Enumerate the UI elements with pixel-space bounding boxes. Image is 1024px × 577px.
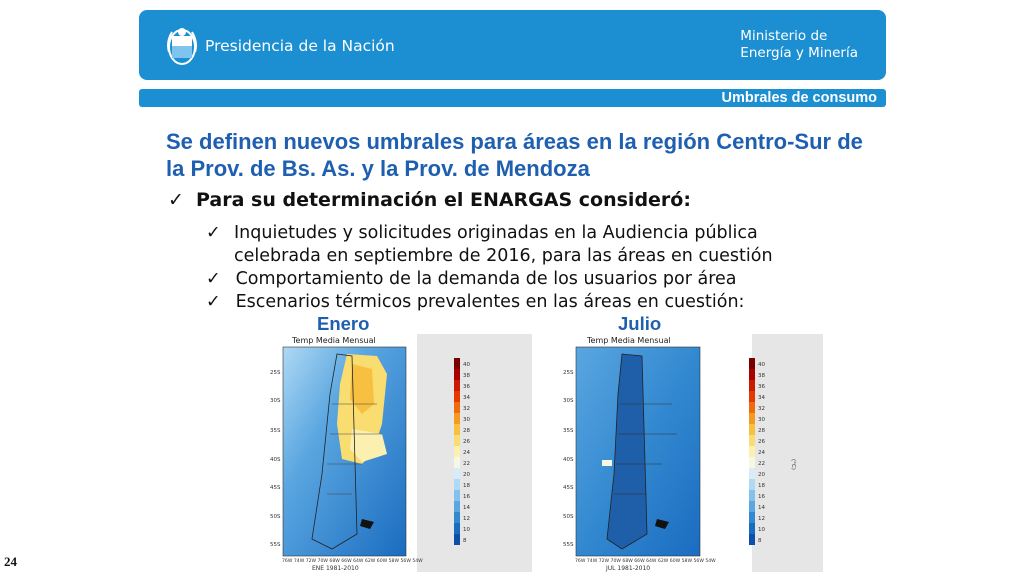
subbullet-2-text: Comportamiento de la demanda de los usuarios por área <box>235 269 737 289</box>
scale-label: 12 <box>758 516 765 522</box>
lat-tick: 40S <box>270 457 281 463</box>
checkmark-icon: ✓ <box>206 292 221 312</box>
color-scale-enero <box>454 358 470 545</box>
scale-label: 40 <box>758 362 765 368</box>
temperature-maps-figure <box>202 334 823 572</box>
scale-label: 32 <box>463 406 470 412</box>
scale-label: 30 <box>758 417 765 423</box>
scale-label: 18 <box>758 483 765 489</box>
maps-svg <box>202 334 823 572</box>
scale-swatch <box>749 435 755 446</box>
scale-label: 32 <box>758 406 765 412</box>
lat-tick: 30S <box>563 398 574 404</box>
scale-label: 30 <box>463 417 470 423</box>
lat-tick: 50S <box>270 514 281 520</box>
scale-swatch <box>454 534 460 545</box>
scale-swatch <box>454 435 460 446</box>
checkmark-icon: ✓ <box>168 189 184 211</box>
scale-label: 36 <box>463 384 470 390</box>
bullet-main-text: Para su determinación el ENARGAS consideró: <box>196 189 691 211</box>
scale-label: 36 <box>758 384 765 390</box>
scale-swatch <box>454 468 460 479</box>
map-enero-title: Temp Media Mensual <box>292 336 376 345</box>
bullet-main <box>168 189 691 211</box>
scale-label: 20 <box>758 472 765 478</box>
lat-tick: 50S <box>563 514 574 520</box>
scale-label: 22 <box>463 461 470 467</box>
national-seal-icon <box>166 22 198 70</box>
scale-swatch <box>749 523 755 534</box>
map-julio <box>532 334 796 572</box>
scale-swatch <box>454 446 460 457</box>
scale-swatch <box>749 424 755 435</box>
scale-label: 24 <box>463 450 470 456</box>
scale-swatch <box>454 391 460 402</box>
presidencia-title: Presidencia de la Nación <box>205 37 395 55</box>
scale-label: 38 <box>758 373 765 379</box>
scale-swatch <box>749 402 755 413</box>
scale-label: 8 <box>463 538 467 544</box>
scale-swatch <box>454 512 460 523</box>
scale-swatch <box>454 424 460 435</box>
subbullet-3-text: Escenarios térmicos prevalentes en las áreas en cuestión: <box>235 292 745 312</box>
color-scale-julio <box>749 358 765 545</box>
scale-swatch <box>454 369 460 380</box>
scale-swatch <box>749 391 755 402</box>
slide-title: Se definen nuevos umbrales para áreas en la región Centro-Sur de la Prov. de Bs. As. y la Prov. de Mendoza <box>166 129 863 181</box>
scale-swatch <box>454 413 460 424</box>
scale-swatch <box>749 468 755 479</box>
scale-swatch <box>749 369 755 380</box>
scale-label: 28 <box>758 428 765 434</box>
scale-swatch <box>749 358 755 369</box>
scale-swatch <box>749 490 755 501</box>
lon-ticks: 76W 74W 72W 70W 68W 66W 64W 62W 60W 58W 56W 54W <box>575 559 716 564</box>
lat-tick: 45S <box>563 485 574 491</box>
scale-label: 40 <box>463 362 470 368</box>
scale-label: 12 <box>463 516 470 522</box>
scale-label: 26 <box>463 439 470 445</box>
scale-swatch <box>749 534 755 545</box>
checkmark-icon: ✓ <box>206 223 221 243</box>
scale-swatch <box>454 501 460 512</box>
scale-swatch <box>749 512 755 523</box>
scale-swatch <box>749 413 755 424</box>
scale-swatch <box>454 479 460 490</box>
ministerio-title <box>740 28 858 62</box>
scale-label: 24 <box>758 450 765 456</box>
lat-tick: 45S <box>270 485 281 491</box>
scale-swatch <box>454 402 460 413</box>
scale-swatch <box>454 490 460 501</box>
map-julio-period: JUL 1981-2010 <box>606 565 651 572</box>
subbullet-1 <box>206 222 846 268</box>
subbullet-2 <box>206 268 737 291</box>
section-label: Umbrales de consumo <box>721 90 877 106</box>
scale-label: 34 <box>758 395 765 401</box>
scale-label: 14 <box>758 505 765 511</box>
scale-label: 38 <box>463 373 470 379</box>
map-julio-title: Temp Media Mensual <box>587 336 671 345</box>
map-enero <box>202 334 470 572</box>
unit-label: (°C) <box>790 459 796 470</box>
scale-label: 22 <box>758 461 765 467</box>
subbullet-1-text: Inquietudes y solicitudes originadas en la Audiencia pública celebrada en septiembre de 2016, para las áreas en cuestión <box>234 223 773 266</box>
checkmark-icon: ✓ <box>206 269 221 289</box>
ministerio-line1: Ministerio de <box>740 28 828 44</box>
lat-tick: 35S <box>563 428 574 434</box>
lat-tick: 25S <box>270 370 281 376</box>
lat-tick: 30S <box>270 398 281 404</box>
scale-label: 16 <box>463 494 470 500</box>
scale-label: 14 <box>463 505 470 511</box>
scale-label: 34 <box>463 395 470 401</box>
scale-label: 16 <box>758 494 765 500</box>
scale-swatch <box>454 358 460 369</box>
scale-label: 8 <box>758 538 762 544</box>
lon-ticks: 76W 74W 72W 70W 68W 66W 64W 62W 60W 58W 56W 54W <box>282 559 423 564</box>
subbullet-3 <box>206 291 744 314</box>
scale-label: 10 <box>463 527 470 533</box>
scale-label: 10 <box>758 527 765 533</box>
map-label-enero: Enero <box>317 313 370 334</box>
scale-label: 28 <box>463 428 470 434</box>
scale-label: 20 <box>463 472 470 478</box>
scale-label: 18 <box>463 483 470 489</box>
lat-tick: 55S <box>563 542 574 548</box>
scale-swatch <box>454 457 460 468</box>
lat-tick: 35S <box>270 428 281 434</box>
lat-tick: 55S <box>270 542 281 548</box>
map-enero-period: ENE 1981-2010 <box>312 565 359 572</box>
scale-swatch <box>749 380 755 391</box>
scale-swatch <box>749 501 755 512</box>
page-number: 24 <box>4 554 17 569</box>
scale-swatch <box>749 479 755 490</box>
map-label-julio: Julio <box>618 313 662 334</box>
scale-label: 26 <box>758 439 765 445</box>
scale-swatch <box>454 523 460 534</box>
scale-swatch <box>749 446 755 457</box>
section-bar <box>139 89 886 107</box>
ministerio-line2: Energía y Minería <box>740 45 858 61</box>
scale-swatch <box>749 457 755 468</box>
scale-swatch <box>454 380 460 391</box>
lat-tick: 25S <box>563 370 574 376</box>
lat-tick: 40S <box>563 457 574 463</box>
